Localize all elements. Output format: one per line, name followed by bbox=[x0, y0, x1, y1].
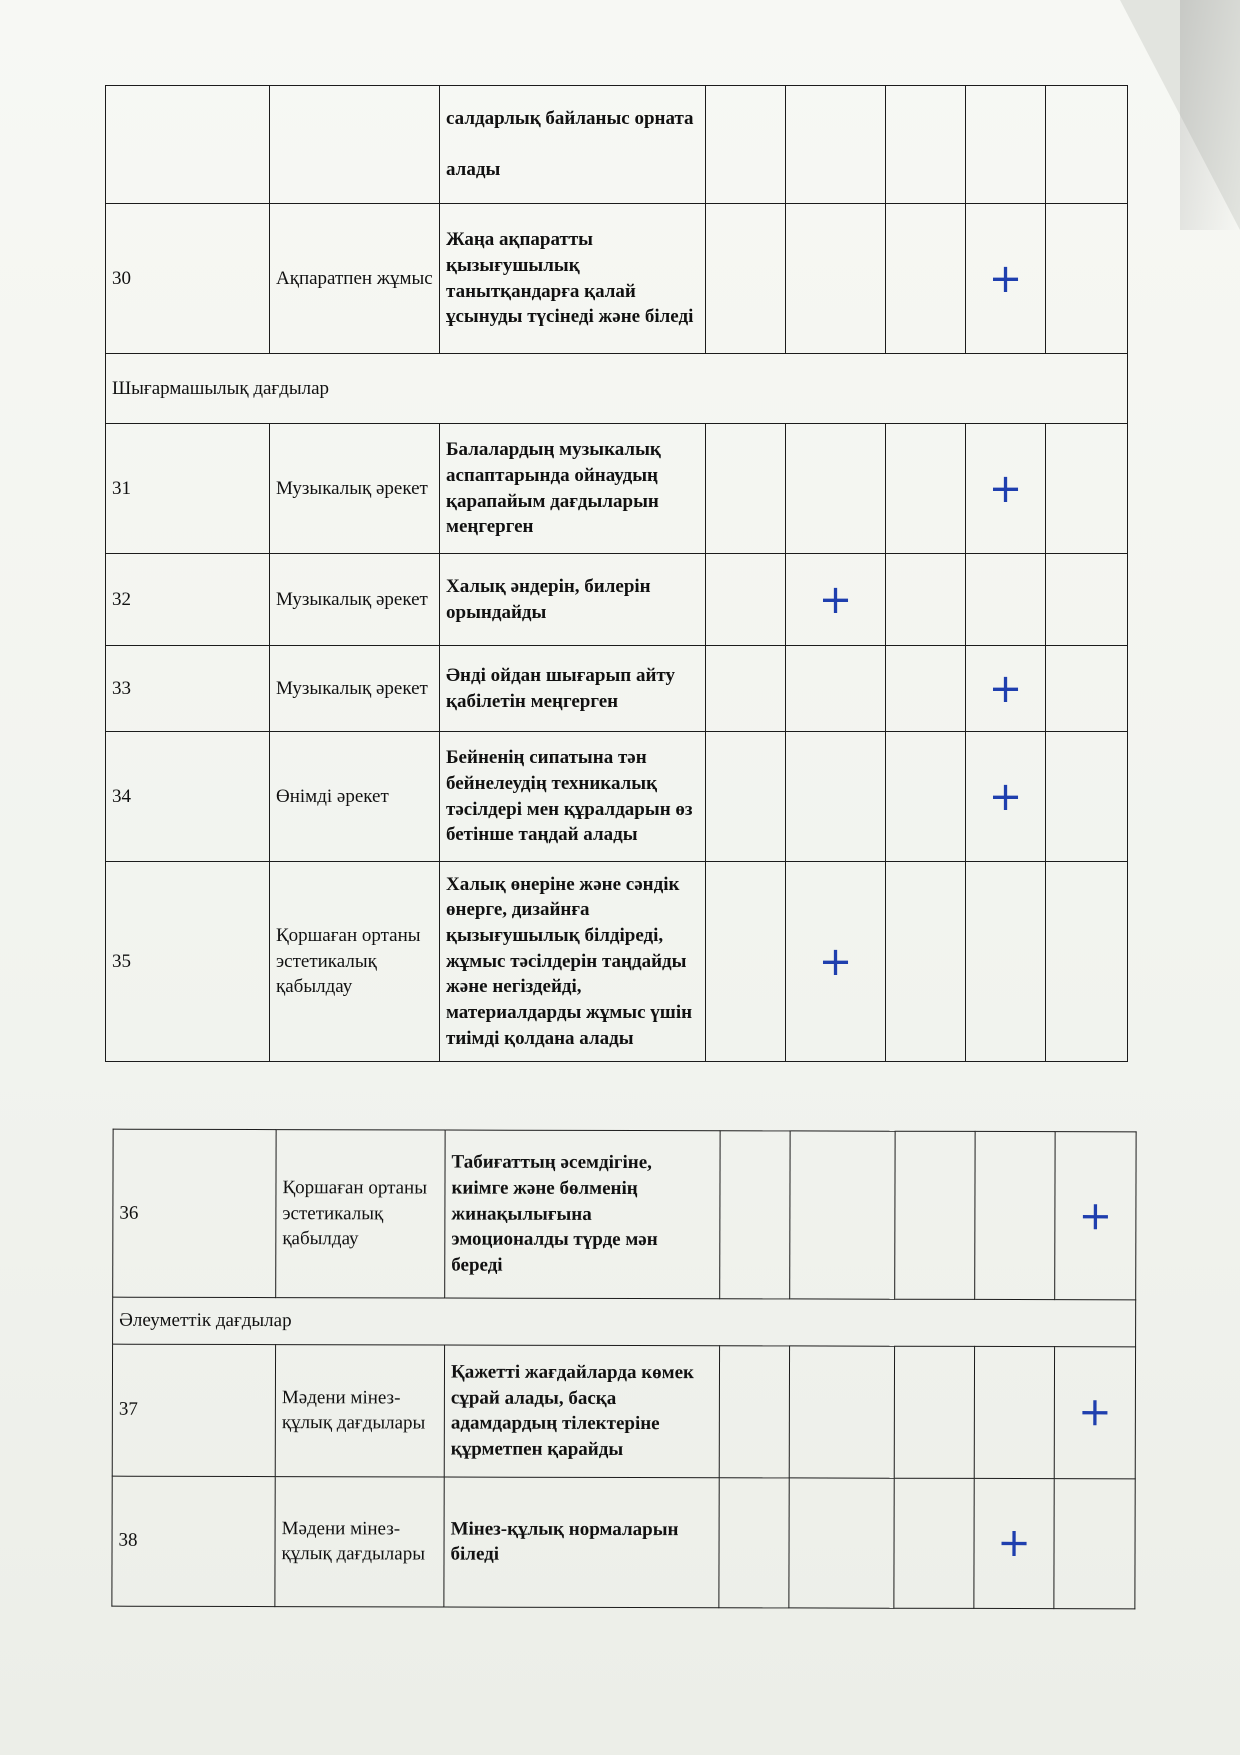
table-row bbox=[106, 646, 1128, 732]
level-cell-4 bbox=[966, 86, 1046, 204]
level-cell-2 bbox=[786, 86, 886, 204]
indicator-cell: Табиғаттың әсемдігіне, киімге және бөлменің жинақылығына эмоционалды түрде мән береді bbox=[445, 1130, 720, 1299]
level-cell-5 bbox=[1046, 424, 1128, 554]
level-cell-3 bbox=[886, 204, 966, 354]
level-cell-4 bbox=[974, 1346, 1054, 1478]
handwritten-plus-mark: + bbox=[988, 665, 1023, 712]
section-header-row bbox=[106, 354, 1128, 424]
level-cell-1 bbox=[706, 646, 786, 732]
level-cell-2 bbox=[789, 1478, 894, 1608]
level-cell-4 bbox=[966, 554, 1046, 646]
level-cell-2 bbox=[786, 204, 886, 354]
level-cell-3 bbox=[886, 646, 966, 732]
level-cell-5 bbox=[1046, 646, 1128, 732]
skill-area-cell: Қоршаған ортаны эстетикалық қабылдау bbox=[276, 1130, 445, 1298]
skill-area-cell: Ақпаратпен жұмыс bbox=[270, 204, 440, 354]
table-row bbox=[112, 1344, 1135, 1479]
section-title: Шығармашылық дағдылар bbox=[106, 354, 1128, 424]
row-number-cell: 30 bbox=[106, 204, 270, 354]
skill-area-cell: Мәдени мінез-құлық дағдылары bbox=[275, 1344, 444, 1476]
table-row bbox=[113, 1129, 1136, 1300]
level-cell-4 bbox=[966, 424, 1046, 554]
level-cell-2 bbox=[786, 732, 886, 862]
handwritten-plus-mark: + bbox=[818, 576, 853, 623]
level-cell-5 bbox=[1046, 86, 1128, 204]
level-cell-2 bbox=[786, 646, 886, 732]
level-cell-5 bbox=[1046, 554, 1128, 646]
table-row bbox=[106, 204, 1128, 354]
skill-area-cell: Музыкалық әрекет bbox=[270, 554, 440, 646]
folded-corner bbox=[1120, 0, 1240, 230]
skill-area-cell bbox=[270, 86, 440, 204]
indicator-cell: Мінез-құлық нормаларын біледі bbox=[444, 1477, 719, 1608]
level-cell-3 bbox=[894, 1478, 974, 1608]
table-row bbox=[106, 732, 1128, 862]
handwritten-plus-mark: + bbox=[988, 465, 1023, 512]
row-number-cell: 34 bbox=[106, 732, 270, 862]
level-cell-4 bbox=[974, 1478, 1054, 1608]
level-cell-2 bbox=[786, 424, 886, 554]
indicator-cell: Әнді ойдан шығарып айту қабілетін меңгерген bbox=[440, 646, 706, 732]
table-row bbox=[106, 86, 1128, 204]
indicator-cell: Халық әндерін, билерін орындайды bbox=[440, 554, 706, 646]
level-cell-3 bbox=[886, 732, 966, 862]
level-cell-2 bbox=[790, 1131, 895, 1299]
handwritten-plus-mark: + bbox=[818, 938, 853, 985]
section-title: Әлеуметтік дағдылар bbox=[113, 1297, 1136, 1346]
row-number-cell: 31 bbox=[106, 424, 270, 554]
level-cell-5 bbox=[1054, 1478, 1135, 1608]
row-number-cell: 37 bbox=[112, 1344, 275, 1476]
indicator-cell: Халық өнеріне және сәндік өнерге, дизайнға қызығушылық білдіреді, жұмыс тәсілдерін таңдайды және негіздейді, материалдарды жұмыс үшін тиімді қолдана алады bbox=[440, 862, 706, 1062]
level-cell-1 bbox=[706, 554, 786, 646]
level-cell-5 bbox=[1046, 204, 1128, 354]
level-cell-5 bbox=[1055, 1132, 1136, 1300]
row-number-cell: 35 bbox=[106, 862, 270, 1062]
table-row bbox=[106, 862, 1128, 1062]
table-row bbox=[112, 1476, 1135, 1609]
row-number-cell: 38 bbox=[112, 1476, 275, 1606]
skill-area-cell: Өнімді әрекет bbox=[270, 732, 440, 862]
level-cell-3 bbox=[886, 554, 966, 646]
level-cell-1 bbox=[706, 86, 786, 204]
level-cell-3 bbox=[886, 424, 966, 554]
level-cell-2 bbox=[786, 554, 886, 646]
handwritten-plus-mark: + bbox=[988, 773, 1023, 820]
level-cell-1 bbox=[706, 424, 786, 554]
level-cell-4 bbox=[966, 862, 1046, 1062]
level-cell-5 bbox=[1054, 1346, 1135, 1478]
indicator-cell: Балалардың музыкалық аспаптарында ойнаудың қарапайым дағдыларын меңгерген bbox=[440, 424, 706, 554]
indicator-cell: Жаңа ақпаратты қызығушылық танытқандарға қалай ұсынуды түсінеді және біледі bbox=[440, 204, 706, 354]
level-cell-2 bbox=[789, 1346, 894, 1478]
level-cell-1 bbox=[719, 1345, 789, 1477]
assessment-table-lower bbox=[111, 1129, 1136, 1609]
level-cell-3 bbox=[886, 86, 966, 204]
level-cell-1 bbox=[706, 732, 786, 862]
row-number-cell bbox=[106, 86, 270, 204]
table-row bbox=[106, 424, 1128, 554]
level-cell-4 bbox=[975, 1131, 1055, 1299]
level-cell-3 bbox=[886, 862, 966, 1062]
row-number-cell: 33 bbox=[106, 646, 270, 732]
level-cell-5 bbox=[1046, 862, 1128, 1062]
skill-area-cell: Мәдени мінез-құлық дағдылары bbox=[275, 1476, 444, 1606]
level-cell-3 bbox=[895, 1131, 975, 1299]
level-cell-1 bbox=[719, 1477, 789, 1607]
handwritten-plus-mark: + bbox=[1078, 1192, 1113, 1239]
indicator-cell: Қажетті жағдайларда көмек сұрай алады, басқа адамдардың тілектеріне құрметпен қарайды bbox=[444, 1345, 719, 1478]
section-header-row bbox=[113, 1297, 1136, 1346]
level-cell-1 bbox=[720, 1131, 790, 1299]
table-row bbox=[106, 554, 1128, 646]
level-cell-1 bbox=[706, 862, 786, 1062]
indicator-cell: Бейненің сипатына тән бейнелеудің техникалық тәсілдері мен құралдарын өз бетінше таңдай алады bbox=[440, 732, 706, 862]
skill-area-cell: Музыкалық әрекет bbox=[270, 424, 440, 554]
level-cell-2 bbox=[786, 862, 886, 1062]
level-cell-3 bbox=[894, 1346, 974, 1478]
row-number-cell: 32 bbox=[106, 554, 270, 646]
level-cell-4 bbox=[966, 732, 1046, 862]
level-cell-4 bbox=[966, 204, 1046, 354]
skill-area-cell: Қоршаған ортаны эстетикалық қабылдау bbox=[270, 862, 440, 1062]
row-number-cell: 36 bbox=[113, 1129, 276, 1297]
level-cell-4 bbox=[966, 646, 1046, 732]
skill-area-cell: Музыкалық әрекет bbox=[270, 646, 440, 732]
level-cell-1 bbox=[706, 204, 786, 354]
indicator-cell: салдарлық байланыс орната алады bbox=[440, 86, 706, 204]
handwritten-plus-mark: + bbox=[1078, 1389, 1112, 1436]
level-cell-5 bbox=[1046, 732, 1128, 862]
assessment-table-upper bbox=[105, 85, 1128, 1062]
handwritten-plus-mark: + bbox=[988, 255, 1023, 302]
handwritten-plus-mark: + bbox=[997, 1520, 1031, 1567]
